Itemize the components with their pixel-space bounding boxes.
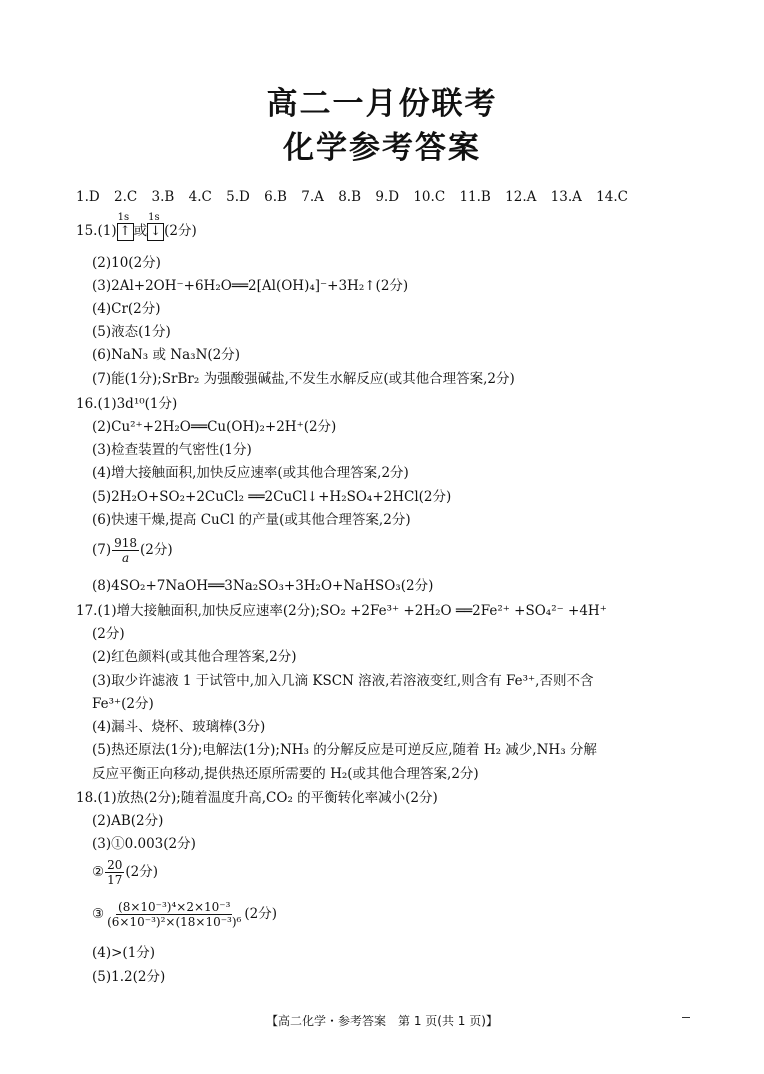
answer-12: 12.A bbox=[505, 189, 537, 205]
q16-part2: (2)Cu²⁺+2H₂O══Cu(OH)₂+2H⁺(2分) bbox=[92, 419, 337, 435]
q17-part4: (4)漏斗、烧杯、玻璃棒(3分) bbox=[92, 719, 266, 735]
q15-part7: (7)能(1分);SrBr₂ 为强酸强碱盐,不发生水解反应(或其他合理答案,2分) bbox=[92, 371, 515, 387]
q15-part4: (4)Cr(2分) bbox=[92, 301, 161, 317]
q17-part2: (2)红色颜料(或其他合理答案,2分) bbox=[92, 649, 297, 665]
q15-part1: 15.(1) 1s ↑ 或 1s ↓ (2分) bbox=[76, 212, 197, 239]
q18-part3-2: ② $\frac{20}{17}$ (2分) bbox=[92, 858, 159, 887]
corner-dash bbox=[682, 1017, 690, 1018]
answer-3: 3.B bbox=[151, 189, 175, 205]
q18-part5: (5)1.2(2分) bbox=[92, 969, 166, 985]
q17-part1: 17.(1)增大接触面积,加快反应速率(2分);SO₂ +2Fe³⁺ +2H₂O ══2Fe²⁺ +SO₄²⁻ +4H⁺ bbox=[76, 603, 607, 619]
answer-7: 7.A bbox=[301, 189, 324, 205]
q17-part3-cont: Fe³⁺(2分) bbox=[92, 696, 154, 712]
page-subtitle: 化学参考答案 bbox=[283, 130, 481, 166]
answer-11: 11.B bbox=[459, 189, 491, 205]
answer-9: 9.D bbox=[375, 189, 400, 205]
q18-part1: 18.(1)放热(2分);随着温度升高,CO₂ 的平衡转化率减小(2分) bbox=[76, 790, 438, 806]
answer-2: 2.C bbox=[114, 189, 138, 205]
q16-part8: (8)4SO₂+7NaOH══3Na₂SO₃+3H₂O+NaHSO₃(2分) bbox=[92, 578, 434, 594]
q17-part5: (5)热还原法(1分);电解法(1分);NH₃ 的分解反应是可逆反应,随着 H₂ 减少,NH₃ 分解 bbox=[92, 742, 597, 758]
up-arrow-icon: ↑ bbox=[117, 223, 134, 241]
page-title: 高二一月份联考 bbox=[266, 86, 498, 122]
q16-part1: 16.(1)3d¹⁰(1分) bbox=[76, 396, 178, 412]
answer-5: 5.D bbox=[226, 189, 250, 205]
orbital-down: 1s ↓ bbox=[147, 222, 164, 241]
q18-part4: (4)>(1分) bbox=[92, 945, 156, 961]
q16-part4: (4)增大接触面积,加快反应速率(或其他合理答案,2分) bbox=[92, 465, 409, 481]
q15-part6: (6)NaN₃ 或 Na₃N(2分) bbox=[92, 347, 240, 363]
down-arrow-icon: ↓ bbox=[147, 223, 164, 241]
answer-1: 1.D bbox=[76, 189, 100, 205]
multiple-choice-answers bbox=[76, 188, 638, 206]
q16-part5: (5)2H₂O+SO₂+2CuCl₂ ══2CuCl↓+H₂SO₄+2HCl(2分) bbox=[92, 489, 452, 505]
orbital-up: 1s ↑ bbox=[117, 222, 134, 241]
q16-part3: (3)检查装置的气密性(1分) bbox=[92, 442, 252, 458]
answer-4: 4.C bbox=[188, 189, 212, 205]
q18-part3-3: ③ $\frac{\text{(8×10⁻³)⁴×2×10⁻³}}{\text{(6×10⁻³)²×(18×10⁻³)⁶}}$ (2分) bbox=[92, 900, 277, 929]
q15-part3: (3)2Al+2OH⁻+6H₂O══2[Al(OH)₄]⁻+3H₂↑(2分) bbox=[92, 278, 409, 294]
answer-8: 8.B bbox=[338, 189, 362, 205]
q17-part3: (3)取少许滤液 1 于试管中,加入几滴 KSCN 溶液,若溶液变红,则含有 Fe³⁺,否则不含 bbox=[92, 673, 594, 689]
equilibrium-constant-fraction: $\frac{\text{(8×10⁻³)⁴×2×10⁻³}}{\text{(6×10⁻³)²×(18×10⁻³)⁶}}$ bbox=[107, 900, 242, 929]
q18-part3-1: (3)①0.003(2分) bbox=[92, 836, 196, 852]
q18-part2: (2)AB(2分) bbox=[92, 813, 164, 829]
fraction-20-over-17: $\frac{20}{17}$ bbox=[107, 858, 123, 887]
q16-part7: (7) $\frac{918}{a}$ (2分) bbox=[92, 536, 173, 565]
fraction-918-over-a: $\frac{918}{a}$ bbox=[114, 536, 138, 565]
answer-13: 13.A bbox=[550, 189, 582, 205]
answer-10: 10.C bbox=[413, 189, 446, 205]
q16-part6: (6)快速干燥,提高 CuCl 的产量(或其他合理答案,2分) bbox=[92, 512, 411, 528]
q15-part2: (2)10(2分) bbox=[92, 255, 161, 271]
q17-part1-cont: (2分) bbox=[92, 626, 125, 642]
answer-14: 14.C bbox=[596, 189, 628, 205]
q15-part5: (5)液态(1分) bbox=[92, 324, 171, 340]
page-footer: 【高二化学・参考答案 第 1 页(共 1 页)】 bbox=[266, 1014, 498, 1028]
q17-part5-cont: 反应平衡正向移动,提供热还原所需要的 H₂(或其他合理答案,2分) bbox=[92, 766, 479, 782]
answer-6: 6.B bbox=[264, 189, 287, 205]
